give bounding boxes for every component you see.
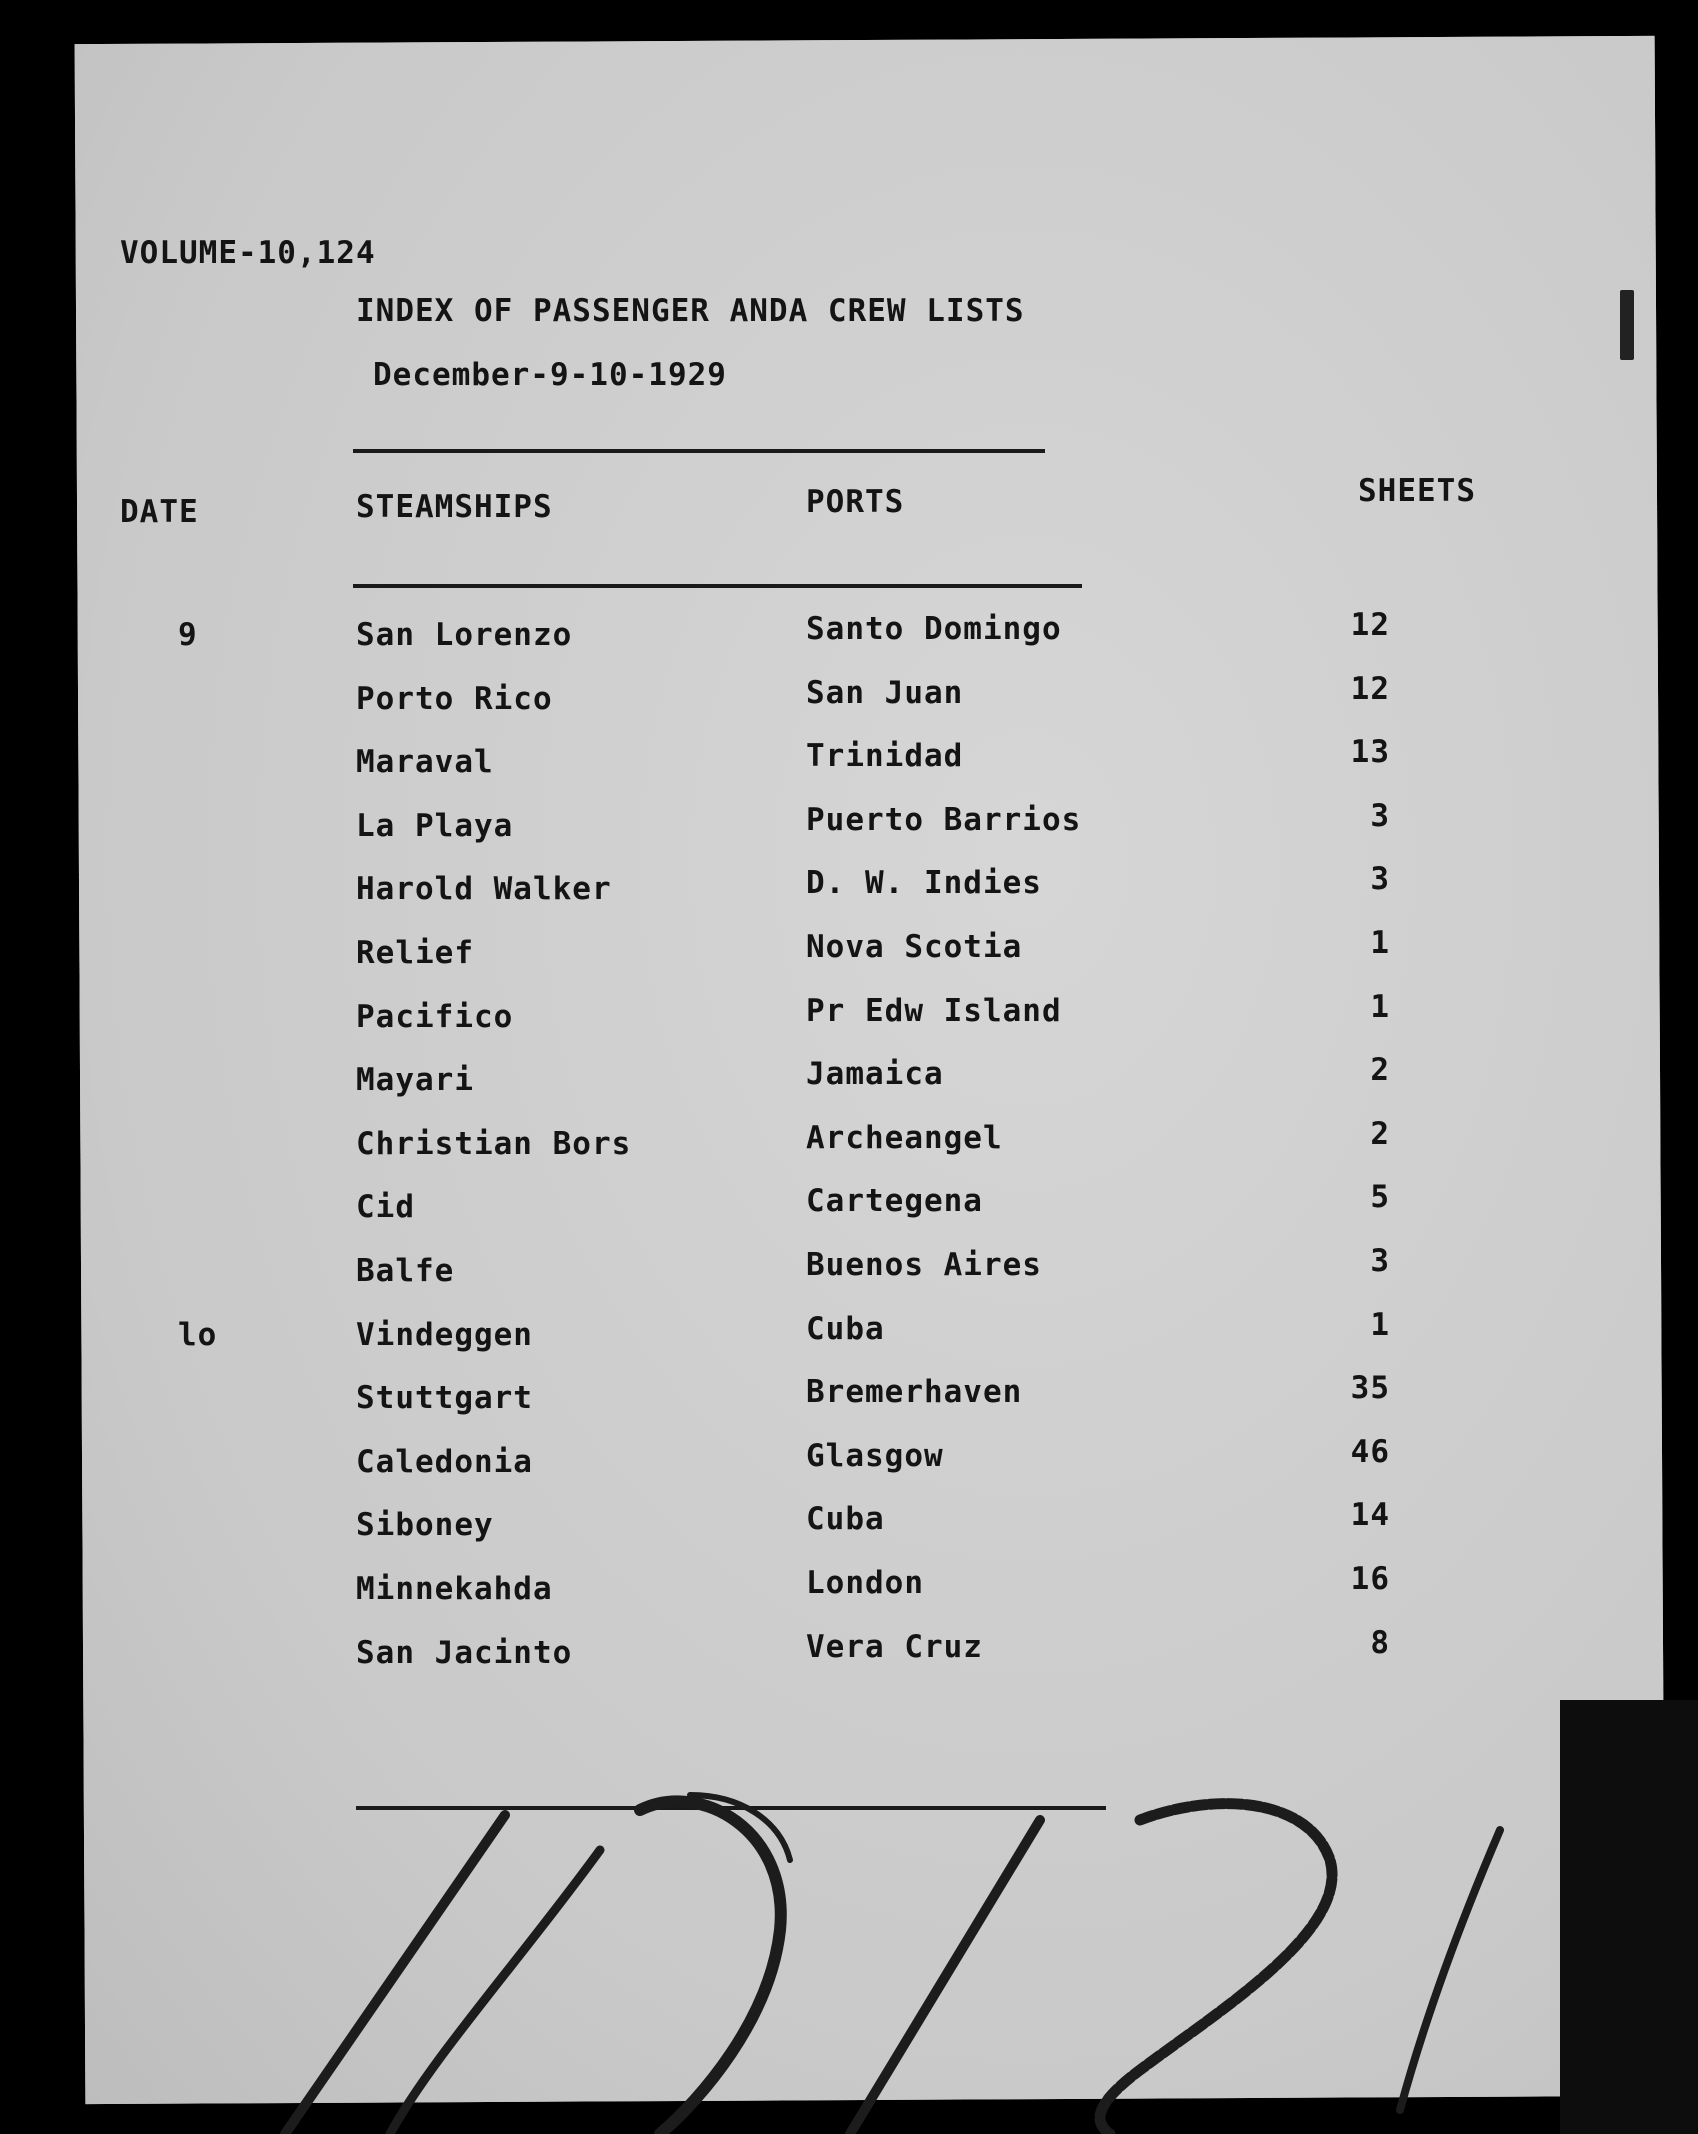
header-rule-top (353, 449, 1045, 453)
row-port: Cartegena (806, 1183, 983, 1219)
row-port: San Juan (806, 675, 964, 711)
header-rule-bottom (353, 584, 1082, 588)
row-sheets: 3 (1370, 861, 1390, 897)
column-header-steamships: STEAMSHIPS (356, 489, 553, 525)
row-port: Santo Domingo (806, 611, 1062, 647)
row-port: Jamaica (806, 1056, 944, 1092)
row-steamship: Porto Rico (356, 681, 553, 717)
row-sheets: 12 (1350, 671, 1390, 707)
row-port: Cuba (806, 1311, 885, 1347)
row-port: Nova Scotia (806, 929, 1023, 965)
row-sheets: 16 (1350, 1561, 1390, 1597)
row-steamship: Harold Walker (356, 871, 612, 907)
row-sheets: 1 (1370, 989, 1390, 1025)
footer-rule (356, 1806, 1106, 1810)
volume-number: VOLUME-10,124 (120, 235, 376, 271)
row-steamship: Christian Bors (356, 1126, 632, 1162)
row-steamship: Mayari (356, 1062, 474, 1098)
row-sheets: 3 (1370, 1243, 1390, 1279)
row-steamship: Caledonia (356, 1444, 533, 1480)
column-header-sheets: SHEETS (1358, 473, 1476, 509)
row-steamship: Pacifico (356, 999, 514, 1035)
row-steamship: Stuttgart (356, 1380, 533, 1416)
row-steamship: Vindeggen (356, 1317, 533, 1353)
row-port: Cuba (806, 1501, 885, 1537)
row-sheets: 35 (1350, 1370, 1390, 1406)
row-port: Vera Cruz (806, 1629, 983, 1665)
row-port: Trinidad (806, 738, 964, 774)
row-steamship: Balfe (356, 1253, 455, 1289)
row-date: 9 (178, 617, 198, 653)
row-sheets: 13 (1350, 734, 1390, 770)
date-range: December-9-10-1929 (373, 357, 727, 393)
row-port: Bremerhaven (806, 1374, 1023, 1410)
row-sheets: 5 (1370, 1179, 1390, 1215)
row-steamship: San Jacinto (356, 1635, 573, 1671)
row-sheets: 1 (1370, 1307, 1390, 1343)
column-header-ports: PORTS (806, 484, 905, 520)
paper-edge-shadow (1560, 1700, 1698, 2134)
document-title: INDEX OF PASSENGER ANDA CREW LISTS (356, 293, 1025, 329)
row-sheets: 14 (1350, 1497, 1390, 1533)
row-port: London (806, 1565, 924, 1601)
row-port: Pr Edw Island (806, 993, 1062, 1029)
row-steamship: Maraval (356, 744, 494, 780)
row-steamship: Relief (356, 935, 474, 971)
column-header-date: DATE (120, 494, 199, 530)
paper-edge-tab (1620, 290, 1634, 360)
row-port: Archeangel (806, 1120, 1003, 1156)
row-port: Buenos Aires (806, 1247, 1042, 1283)
row-date: lo (178, 1317, 218, 1353)
row-sheets: 2 (1370, 1116, 1390, 1152)
row-steamship: Cid (356, 1189, 415, 1225)
row-port: Puerto Barrios (806, 802, 1082, 838)
row-port: D. W. Indies (806, 865, 1042, 901)
row-sheets: 46 (1350, 1434, 1390, 1470)
row-sheets: 3 (1370, 798, 1390, 834)
row-sheets: 12 (1350, 607, 1390, 643)
row-steamship: Minnekahda (356, 1571, 553, 1607)
row-steamship: San Lorenzo (356, 617, 573, 653)
row-steamship: La Playa (356, 808, 514, 844)
row-port: Glasgow (806, 1438, 944, 1474)
row-steamship: Siboney (356, 1507, 494, 1543)
row-sheets: 2 (1370, 1052, 1390, 1088)
row-sheets: 8 (1370, 1625, 1390, 1661)
row-sheets: 1 (1370, 925, 1390, 961)
